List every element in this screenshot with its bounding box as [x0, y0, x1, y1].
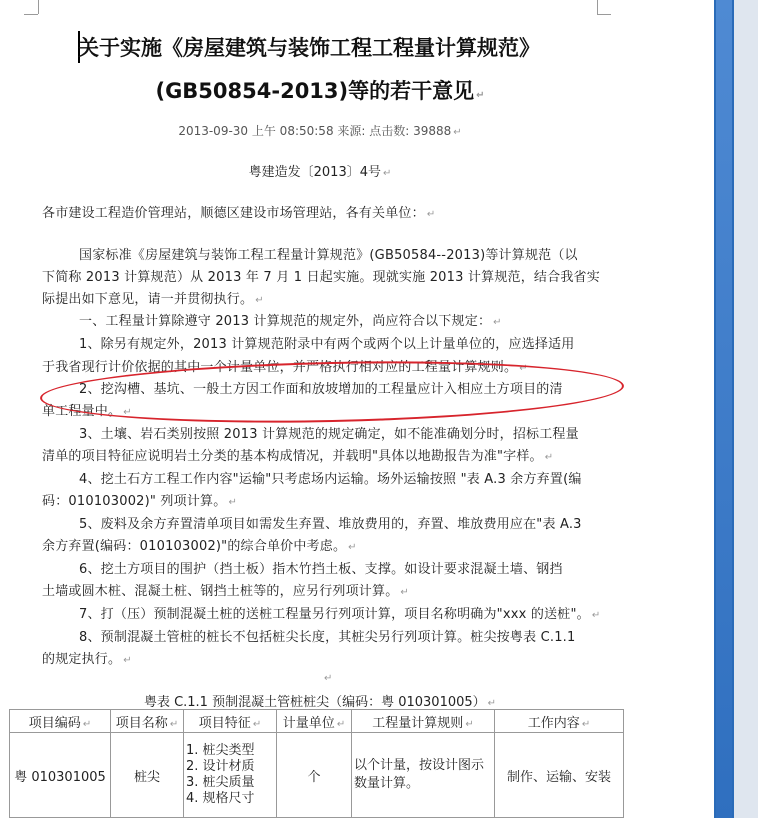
- body-line: 余方弃置(编码：010103002)"的综合单价中考虑。 ↵: [42, 539, 357, 554]
- item-name-cell: 桩尖: [111, 733, 184, 818]
- item-features-cell: [184, 733, 277, 818]
- table-header-cell: 工作内容 ↵: [495, 710, 624, 733]
- feature-line: 3. 桩尖质量: [186, 775, 255, 790]
- table-row: [10, 733, 624, 818]
- body-line: 各市建设工程造价管理站，顺德区建设市场管理站，各有关单位： ↵: [42, 206, 436, 221]
- empty-paragraph: ↵: [324, 673, 333, 684]
- unit-cell: 个: [277, 733, 352, 818]
- title-line-1: 关于实施《房屋建筑与装饰工程工程量计算规范》: [78, 36, 540, 60]
- body-line: 的规定执行。 ↵: [42, 652, 132, 667]
- body-line: 7、打（压）预制混凝土桩的送桩工程量另行列项计算，项目名称明确为"xxx 的送桩"。 ↵: [79, 607, 601, 622]
- crop-mark: [597, 14, 611, 16]
- body-line: 土墙或圆木桩、混凝土桩、钢挡土桩等的，应另行列项计算。 ↵: [42, 584, 409, 599]
- title-line-2: (GB50854-2013)等的若干意见 ↵: [155, 79, 485, 103]
- document-number: 粤建造发〔2013〕4号 ↵: [248, 165, 392, 180]
- calc-rule-cell: 以个计量，按设计图示数量计算。: [352, 733, 495, 818]
- window-side-panel: [734, 0, 758, 818]
- feature-line: 2. 设计材质: [186, 759, 255, 774]
- body-line: 3、土壤、岩石类别按照 2013 计算规范的规定确定，如不能准确划分时，招标工程量: [79, 427, 579, 442]
- body-line: 6、挖土方项目的围护（挡土板）指木竹挡土板、支撑。如设计要求混凝土墙、钢挡: [79, 562, 563, 577]
- table-header-cell: 工程量计算规则 ↵: [352, 710, 495, 733]
- item-code-cell: 粤 010301005: [10, 733, 111, 818]
- crop-mark: [597, 0, 599, 14]
- crop-mark: [38, 0, 40, 14]
- scrollbar-thumb[interactable]: [716, 0, 732, 818]
- body-line-highlighted: 2、挖沟槽、基坑、一般土方因工作面和放坡增加的工程量应计入相应土方项目的清: [79, 382, 563, 397]
- body-line: 国家标准《房屋建筑与装饰工程工程量计算规范》(GB50584--2013)等计算规范（以: [79, 248, 578, 263]
- body-line: 1、除另有规定外，2013 计算规范附录中有两个或两个以上计量单位的，应选择适用: [79, 337, 575, 352]
- body-line: 际提出如下意见，请一并贯彻执行。 ↵: [42, 292, 264, 307]
- crop-mark: [24, 14, 38, 16]
- table-header-cell: 项目编码 ↵: [10, 710, 111, 733]
- work-content-cell: 制作、运输、安装: [495, 733, 624, 818]
- feature-line: 1. 桩尖类型: [186, 743, 255, 758]
- table-header-row: [10, 710, 624, 733]
- publish-meta: 2013-09-30 上午 08:50:58 来源: 点击数: 39888 ↵: [178, 124, 462, 138]
- table-header-cell: 计量单位 ↵: [277, 710, 352, 733]
- body-line: 于我省现行计价依据的其中一个计量单位，并严格执行相对应的工程量计算规则。 ↵: [42, 360, 528, 375]
- table-header-cell: 项目名称 ↵: [111, 710, 184, 733]
- body-line: 码：010103002)" 列项计算。 ↵: [42, 494, 238, 509]
- body-line: 4、挖土石方工程工作内容"运输"只考虑场内运输。场外运输按照 "表 A.3 余方弃置(编: [79, 472, 582, 487]
- body-line: 下简称 2013 计算规范）从 2013 年 7 月 1 日起实施。现就实施 2013 计算规范，结合我省实: [42, 270, 600, 285]
- body-line: 5、废料及余方弃置清单项目如需发生弃置、堆放费用的，弃置、堆放费用应在"表 A.3: [79, 517, 582, 532]
- table-header-cell: 项目特征 ↵: [184, 710, 277, 733]
- feature-line: 4. 规格尺寸: [186, 791, 255, 806]
- body-line: 8、预制混凝土管桩的桩长不包括桩尖长度，其桩尖另行列项计算。桩尖按粤表 C.1.1: [79, 630, 576, 645]
- pile-tip-table: [9, 709, 624, 818]
- table-caption: 粤表 C.1.1 预制混凝土管桩桩尖（编码：粤 010301005） ↵: [143, 695, 497, 710]
- body-line-highlighted: 单工程量中。 ↵: [42, 404, 132, 419]
- body-line: 一、工程量计算除遵守 2013 计算规范的规定外，尚应符合以下规定： ↵: [79, 314, 502, 329]
- body-line: 清单的项目特征应说明岩土分类的基本构成情况，并载明"具体以地勘报告为准"字样。 ↵: [42, 449, 554, 464]
